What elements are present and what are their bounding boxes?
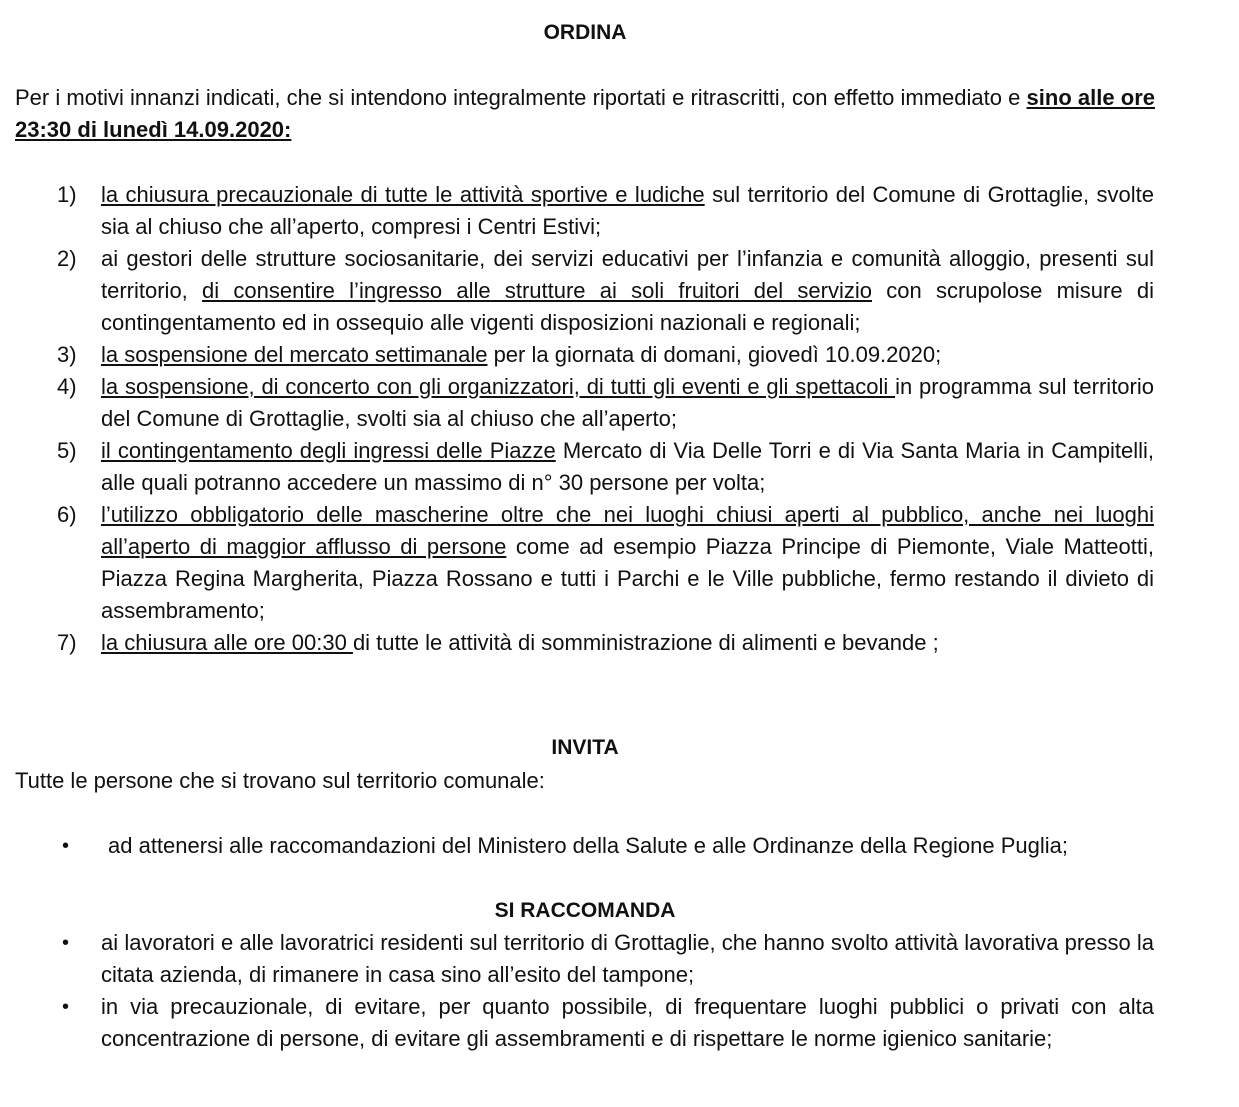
ordina-item-6: [0, 499, 1154, 627]
item-underlined-text: l’utilizzo obbligatorio delle mascherine oltre che nei luoghi chiusi aperti al pubblico, anche nei luoghi all’aperto di maggior afflusso di persone: [101, 502, 1154, 559]
ordina-intro: [15, 82, 1155, 146]
raccomanda-item: [0, 991, 1154, 1055]
item-number: 4): [57, 374, 77, 399]
item-text-pre: ai gestori delle strutture sociosanitarie, dei servizi educativi per l’infanzia e comunità alloggio, presenti sul territorio,: [101, 246, 1154, 303]
item-text: in via precauzionale, di evitare, per quanto possibile, di frequentare luoghi pubblici o privati con alta concentrazione di persone, di evitare gli assembramenti e di rispettare le norme igienico sanitarie;: [101, 994, 1154, 1051]
ordina-item-2: [0, 243, 1154, 339]
ordina-item-7: [0, 627, 1154, 659]
bullet-icon: •: [62, 932, 70, 954]
ordina-intro-text: Per i motivi innanzi indicati, che si intendono integralmente riportati e ritrascritti, con effetto immediato e: [15, 85, 1027, 110]
item-underlined-text: la sospensione, di concerto con gli organizzatori, di tutti gli eventi e gli spettacoli: [101, 374, 896, 399]
item-text: di tutte le attività di somministrazione di alimenti e bevande ;: [352, 630, 939, 655]
item-text: per la giornata di domani, giovedì 10.09.2020;: [487, 342, 942, 367]
item-text: in programma sul territorio del Comune di Grottaglie, svolti sia al chiuso che all’aperto;: [101, 374, 1154, 431]
item-number: 7): [57, 630, 77, 655]
item-text: Mercato di Via Delle Torri e di Via Santa Maria in Campitelli, alle quali potranno accedere un massimo di n° 30 persone per volta;: [101, 438, 1155, 495]
invita-intro: Tutte le persone che si trovano sul territorio comunale:: [15, 768, 545, 793]
ordina-heading: ORDINA: [543, 21, 627, 44]
ordina-list: [0, 179, 1239, 659]
item-number: 5): [57, 438, 77, 463]
item-number: 1): [57, 182, 77, 207]
item-number: 3): [57, 342, 77, 367]
ordina-item-1: [0, 179, 1154, 243]
raccomanda-heading: SI RACCOMANDA: [494, 899, 676, 922]
ordina-deadline: sino alle ore 23:30 di lunedì 14.09.2020:: [15, 85, 1155, 142]
ordina-item-3: [0, 339, 1154, 371]
item-text: ai lavoratori e alle lavoratrici residenti sul territorio di Grottaglie, che hanno svolto attività lavorativa presso la citata azienda, di rimanere in casa sino all’esito del tampone;: [101, 930, 1154, 987]
item-underlined-text: di consentire l’ingresso alle strutture ai soli fruitori del servizio: [202, 278, 872, 303]
ordina-item-5: [0, 435, 1154, 499]
item-text: ad attenersi alle raccomandazioni del Ministero della Salute e alle Ordinanze della Regione Puglia;: [108, 833, 1069, 858]
bullet-icon: •: [62, 996, 70, 1018]
raccomanda-item: [0, 927, 1154, 991]
item-number: 2): [57, 246, 77, 271]
item-underlined-text: la chiusura alle ore 00:30: [101, 630, 353, 655]
raccomanda-list: [0, 927, 1239, 1055]
item-text: come ad esempio Piazza Principe di Piemonte, Viale Matteotti, Piazza Regina Margherita, Piazza Rossano e tutti i Parchi e le Ville pubbliche, fermo restando il divieto di assembramento;: [101, 534, 1154, 623]
bullet-icon: •: [62, 835, 70, 857]
item-underlined-text: la chiusura precauzionale di tutte le attività sportive e ludiche: [101, 182, 705, 207]
item-number: 6): [57, 502, 77, 527]
item-text: sul territorio del Comune di Grottaglie, svolte sia al chiuso che all’aperto, compresi i Centri Estivi;: [101, 182, 1154, 239]
invita-heading: INVITA: [551, 736, 619, 759]
item-underlined-text: la sospensione del mercato settimanale: [101, 342, 488, 367]
item-underlined-text: il contingentamento degli ingressi delle Piazze: [101, 438, 556, 463]
ordina-item-4: [0, 371, 1154, 435]
invita-list: [0, 830, 1239, 862]
invita-item: [0, 830, 1154, 862]
item-text: con scrupolose misure di contingentamento ed in ossequio alle vigenti disposizioni nazionali e regionali;: [101, 278, 1154, 335]
